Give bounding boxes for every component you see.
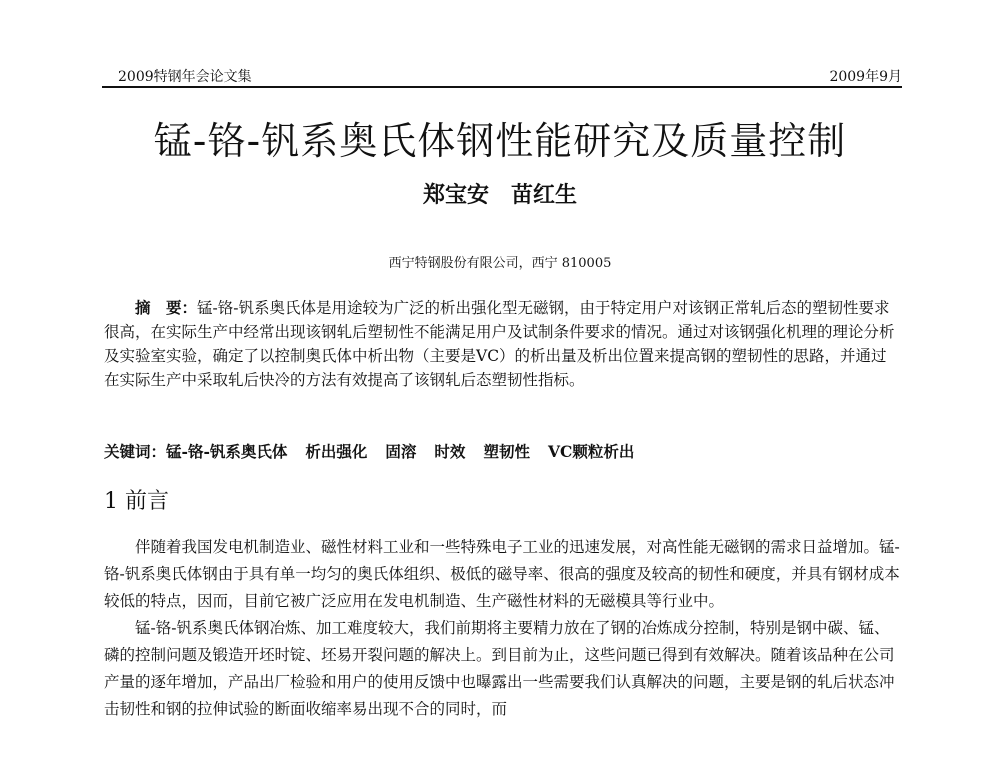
- paper-authors: 郑宝安 苗红生: [422, 182, 577, 208]
- author-affiliation: 西宁特钢股份有限公司，西宁 810005: [388, 256, 612, 271]
- keyword: 时效: [434, 442, 466, 461]
- keyword: 析出强化: [305, 442, 368, 461]
- abstract-label: 摘 要：: [135, 298, 198, 317]
- keyword: 固溶: [385, 442, 417, 461]
- keywords: [104, 440, 902, 464]
- keyword: 塑韧性: [483, 442, 530, 461]
- abstract: [104, 296, 902, 392]
- abstract-paragraph: [104, 296, 902, 392]
- keywords-label: 关键词：: [104, 442, 167, 461]
- keyword: VC颗粒析出: [547, 442, 635, 461]
- section-heading: 1 前言: [104, 489, 169, 514]
- keyword: 锰-铬-钒系奥氏体: [166, 442, 288, 461]
- abstract-text: 锰-铬-钒系奥氏体是用途较为广泛的析出强化型无磁钢，由于特定用户对该钢正常轧后态的塑韧性要求很高，在实际生产中经常出现该钢轧后塑韧性不能满足用户及试制条件要求的情况。通过对该钢强化机理的理论分析及实验室实验，确定了以控制奥氏体中析出物（主要是VC）的析出量及析出位置来提高钢的塑韧性的思路，并通过在实际生产中采取轧后快冷的方法有效提高了该钢轧后态塑韧性指标。: [104, 299, 895, 389]
- body-paragraph: 锰-铬-钒系奥氏体钢冶炼、加工难度较大，我们前期将主要精力放在了钢的冶炼成分控制，特别是钢中碳、锰、磷的控制问题及锻造开坯时锭、坯易开裂问题的解决上。到目前为止，这些问题已得到有效解决。随着该品种在公司产量的逐年增加，产品出厂检验和用户的使用反馈中也曝露出一些需要我们认真解决的问题，主要是钢的轧后状态冲击韧性和钢的拉伸试验的断面收缩率易出现不合的同时，而: [104, 619, 895, 718]
- paper-title: 锰-铬-钒系奥氏体钢性能研究及质量控制: [153, 119, 847, 163]
- section-body: [104, 534, 904, 723]
- header-proceedings: 2009特钢年会论文集: [118, 69, 252, 85]
- header-date: 2009年9月: [829, 69, 902, 85]
- body-paragraph: 伴随着我国发电机制造业、磁性材料工业和一些特殊电子工业的迅速发展，对高性能无磁钢的需求日益增加。锰-铬-钒系奥氏体钢由于具有单一均匀的奥氏体组织、极低的磁导率、很高的强度及较高的韧性和硬度，并具有钢材成本较低的特点，因而，目前它被广泛应用在发电机制造、生产磁性材料的无磁模具等行业中。: [104, 538, 900, 610]
- running-header: [102, 62, 902, 88]
